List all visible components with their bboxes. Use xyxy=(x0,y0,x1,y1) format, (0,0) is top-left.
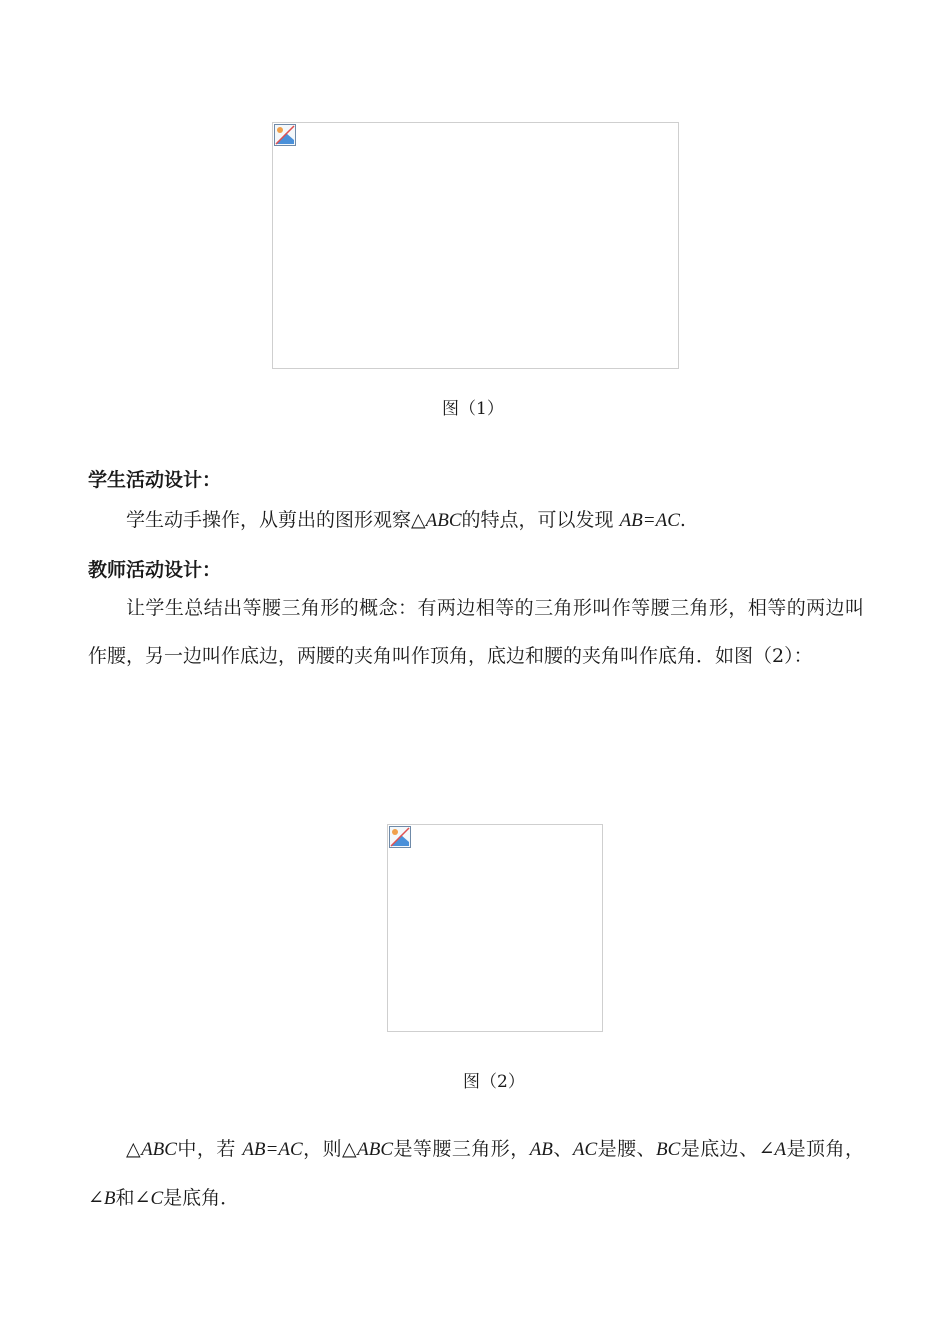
broken-image-icon xyxy=(274,124,296,146)
student-activity-text: 学生动手操作，从剪出的图形观察△ABC的特点，可以发现 AB=AC. xyxy=(126,509,686,531)
student-activity-heading: 学生活动设计： xyxy=(88,469,222,491)
conclusion-text: △ABC中，若 AB=AC，则△ABC是等腰三角形，AB、AC是腰、BC是底边、∠A是顶角，∠B和∠C是底角． xyxy=(88,1138,864,1209)
teacher-activity-heading: 教师活动设计： xyxy=(88,559,222,581)
figure-1-caption: 图（1） xyxy=(442,399,504,419)
figure-1-image xyxy=(272,122,679,369)
teacher-activity-text: 让学生总结出等腰三角形的概念：有两边相等的三角形叫作等腰三角形，相等的两边叫作腰，另一边叫作底边，两腰的夹角叫作顶角，底边和腰的夹角叫作底角．如图（2）： xyxy=(88,597,864,667)
figure-2-image xyxy=(387,824,603,1032)
broken-image-icon xyxy=(389,826,411,848)
figure-2-caption: 图（2） xyxy=(463,1072,525,1092)
